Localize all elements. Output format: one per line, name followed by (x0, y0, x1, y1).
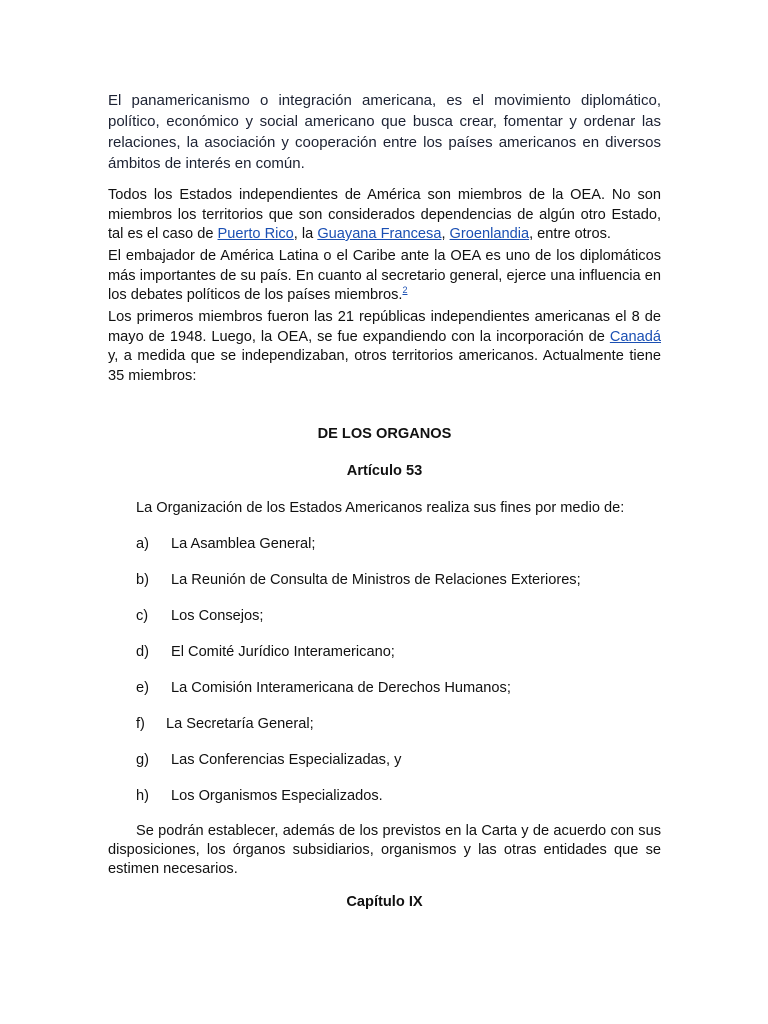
list-item-label: b) (136, 572, 149, 588)
list-item-text: Los Consejos; (171, 608, 264, 624)
paragraph-primeros-miembros (108, 308, 661, 386)
separator-text: , la (293, 226, 318, 242)
list-item-label: d) (136, 644, 149, 660)
footnote-reference-link[interactable]: 2 (402, 285, 408, 296)
article-title: Artículo 53 (346, 463, 423, 479)
link-canada[interactable]: Canadá (609, 328, 661, 345)
list-item-text: Los Organismos Especializados. (171, 788, 383, 804)
paragraph-text: El embajador de América Latina o el Caribe ante la OEA es uno de los diplomáticos más importantes de su país. En cuanto al secretario general, ejerce una influencia en los debates políticos de los países miembros. (108, 248, 661, 303)
paragraph-text: , entre otros. (529, 226, 611, 242)
paragraph-estados-miembros (108, 186, 661, 245)
list-item (136, 787, 383, 806)
list-item (136, 535, 315, 554)
list-item (136, 571, 581, 590)
list-item-text: Las Conferencias Especializadas, y (171, 752, 402, 768)
list-item-text: La Reunión de Consulta de Ministros de Relaciones Exteriores; (171, 572, 581, 588)
paragraph-embajador (108, 247, 661, 306)
list-item-text: La Comisión Interamericana de Derechos Humanos; (171, 680, 511, 696)
paragraph-text: y, a medida que se independizaban, otros territorios americanos. Actualmente tiene 35 miembros: (108, 348, 661, 384)
link-guayana-francesa[interactable]: Guayana Francesa (317, 226, 442, 242)
section-title: DE LOS ORGANOS (317, 426, 452, 442)
paragraph-text: Todos los Estados independientes de América son miembros de la OEA. No son miembros los territorios que son considerados dependencias de algún otro Estado, tal es el caso de (108, 187, 661, 242)
list-item-text: La Asamblea General; (171, 536, 316, 552)
list-item-label: f) (136, 716, 145, 732)
list-item-label: g) (136, 752, 149, 768)
list-item (136, 607, 263, 626)
list-item-text: El Comité Jurídico Interamericano; (171, 644, 395, 660)
list-item-text: La Secretaría General; (166, 716, 314, 732)
paragraph-panamericanismo (108, 90, 661, 174)
list-item (136, 679, 511, 698)
separator-text: , (441, 226, 450, 242)
paragraph-text: Los primeros miembros fueron las 21 repúblicas independientes americanas el 8 de mayo de 1948. Luego, la OEA, se fue expandiendo con la incorporación de (108, 309, 661, 345)
list-item (136, 715, 314, 734)
chapter-title: Capítulo IX (346, 894, 423, 910)
list-item (136, 643, 395, 662)
paragraph-text: El panamericanismo o integración americana, es el movimiento diplomático, político, económico y social americano que busca crear, fomentar y ordenar las relaciones, la asociación y cooperación entre los países americanos en diversos ámbitos de interés en común. (108, 92, 661, 172)
article-intro: La Organización de los Estados Americanos realiza sus fines por medio de: (136, 500, 625, 516)
list-item-label: c) (136, 608, 149, 624)
list-item-label: h) (136, 788, 149, 804)
list-item-label: e) (136, 680, 149, 696)
link-puerto-rico[interactable]: Puerto Rico (217, 226, 294, 242)
list-item (136, 751, 401, 770)
link-groenlandia[interactable]: Groenlandia (449, 226, 530, 242)
closing-paragraph: Se podrán establecer, además de los previstos en la Carta y de acuerdo con sus disposiciones, los órganos subsidiarios, organismos y las otras entidades que se estimen necesarios. (108, 823, 661, 877)
list-item-label: a) (136, 536, 149, 552)
